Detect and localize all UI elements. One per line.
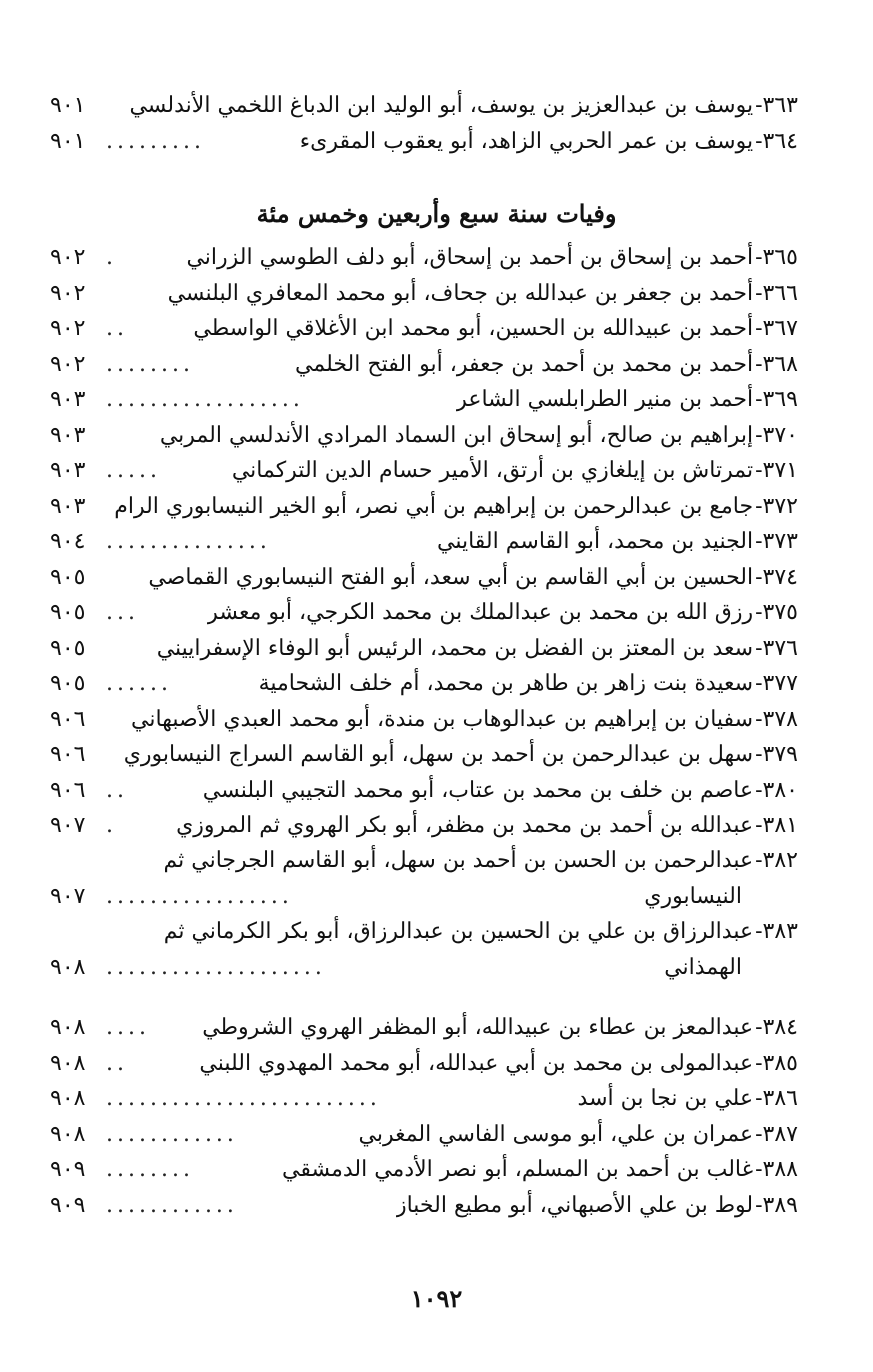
entry-number: ٣٧٢- bbox=[755, 493, 798, 519]
entry-page-ref: ٩٠٤ bbox=[50, 529, 86, 554]
toc-entry bbox=[50, 666, 798, 702]
entry-number: ٣٦٧- bbox=[755, 316, 798, 341]
dot-leader: ...... bbox=[106, 671, 172, 696]
entry-title: سعد بن المعتز بن الفضل بن محمد، الرئيس أبو الوفاء الإسفراييني bbox=[156, 635, 754, 661]
entry-title: يوسف بن عبدالعزيز بن يوسف، أبو الوليد ابن الدباغ اللخمي الأندلسي bbox=[129, 93, 754, 118]
dot-leader: ........ bbox=[106, 351, 194, 377]
entry-number: ٣٨٩- bbox=[755, 1192, 798, 1218]
page-number: ١٠٩٢ bbox=[410, 1284, 463, 1313]
entry-page-ref: ٩٠٦ bbox=[50, 706, 86, 732]
entry-page-ref: ٩٠٦ bbox=[50, 742, 86, 767]
section-heading: وفيات سنة سبع وأربعين وخمس مئة bbox=[256, 199, 617, 228]
entry-page-ref: ٩٠٨ bbox=[50, 1086, 86, 1111]
entry-number: ٣٨٢- bbox=[755, 848, 798, 873]
entry-page-ref: ٩٠٥ bbox=[50, 635, 86, 661]
entry-title: عبدالرزاق بن علي بن الحسين بن عبدالرزاق، أبو بكر الكرماني ثم bbox=[163, 919, 754, 944]
entry-number: ٣٨٨- bbox=[755, 1157, 798, 1182]
entry-page-ref: ٩٠٥ bbox=[50, 671, 86, 696]
entry-number: ٣٧٤- bbox=[755, 564, 798, 590]
toc-entry bbox=[50, 418, 798, 454]
dot-leader: .. bbox=[106, 316, 128, 341]
dot-leader: ............ bbox=[106, 1192, 238, 1218]
dot-leader: ..... bbox=[106, 458, 161, 483]
entry-number: ٣٧٩- bbox=[755, 742, 798, 767]
entry-page-ref: ٩٠١ bbox=[50, 93, 86, 118]
entry-page-ref: ٩٠٣ bbox=[50, 422, 86, 448]
toc-entry bbox=[50, 631, 798, 667]
entry-page-ref: ٩٠٨ bbox=[50, 1050, 86, 1076]
entry-number: ٣٧٣- bbox=[755, 529, 798, 554]
dot-leader: . bbox=[106, 813, 117, 838]
toc-entry bbox=[50, 595, 798, 631]
entry-number: ٣٨٥- bbox=[755, 1050, 798, 1076]
entry-title: أحمد بن إسحاق بن أحمد بن إسحاق، أبو دلف الطوسي الزراني bbox=[186, 245, 754, 270]
dot-leader: ......................... bbox=[106, 1086, 381, 1111]
entry-first-line bbox=[50, 843, 798, 879]
dot-leader: .. bbox=[106, 1050, 128, 1076]
entry-title: غالب بن أحمد بن المسلم، أبو نصر الأدمي الدمشقي bbox=[281, 1157, 754, 1182]
entry-page-ref: ٩٠٩ bbox=[50, 1157, 86, 1182]
entry-first-line bbox=[50, 914, 798, 950]
toc-entry bbox=[50, 382, 798, 418]
toc-entry bbox=[50, 347, 798, 383]
entry-title: أحمد بن جعفر بن عبدالله بن جحاف، أبو محمد المعافري البلنسي bbox=[167, 280, 754, 306]
entry-title: أحمد بن عبيدالله بن الحسين، أبو محمد ابن الأغلاقي الواسطي bbox=[193, 316, 754, 341]
toc-entry bbox=[50, 88, 798, 124]
entry-page-ref: ٩٠٢ bbox=[50, 351, 86, 377]
entry-page-ref: ٩٠٣ bbox=[50, 387, 86, 412]
toc-entry bbox=[50, 702, 798, 738]
toc-entry bbox=[50, 311, 798, 347]
toc-entry bbox=[50, 1152, 798, 1188]
toc-entry bbox=[50, 737, 798, 773]
toc-entry bbox=[50, 843, 798, 914]
toc-entry bbox=[50, 808, 798, 844]
entry-page-ref: ٩٠٥ bbox=[50, 600, 86, 625]
entry-number: ٣٨٧- bbox=[755, 1121, 798, 1147]
entry-title: سهل بن عبدالرحمن بن أحمد بن سهل، أبو القاسم السراج النيسابوري bbox=[123, 742, 754, 767]
entry-page-ref: ٩٠٨ bbox=[50, 1015, 86, 1040]
entry-title: لوط بن علي الأصبهاني، أبو مطيع الخباز bbox=[395, 1192, 754, 1218]
entry-number: ٣٧٥- bbox=[755, 600, 798, 625]
entry-title: سفيان بن إبراهيم بن عبدالوهاب بن مندة، أبو محمد العبدي الأصبهاني bbox=[131, 706, 754, 732]
dot-leader: .. bbox=[106, 777, 128, 803]
dot-leader: .... bbox=[106, 1015, 150, 1040]
toc-entry bbox=[50, 1117, 798, 1153]
toc-entry bbox=[50, 453, 798, 489]
entry-page-ref: ٩٠٥ bbox=[50, 564, 86, 590]
entry-title: إبراهيم بن صالح، أبو إسحاق ابن السماد المرادي الأندلسي المربي bbox=[159, 422, 754, 448]
entry-number: ٣٨١- bbox=[755, 813, 798, 838]
entry-number: ٣٨٣- bbox=[755, 919, 798, 944]
dot-leader: .................... bbox=[106, 954, 326, 980]
toc-entry bbox=[50, 560, 798, 596]
two-line-entries bbox=[50, 843, 798, 985]
entry-title: علي بن نجا بن أسد bbox=[577, 1086, 754, 1111]
dot-leader: ............... bbox=[106, 529, 271, 554]
toc-entry bbox=[50, 124, 798, 160]
toc-entry bbox=[50, 276, 798, 312]
dot-leader: ......... bbox=[106, 128, 205, 154]
entry-title: أحمد بن محمد بن أحمد بن جعفر، أبو الفتح الخلمي bbox=[295, 351, 754, 377]
entry-title-continued: الهمذاني bbox=[664, 954, 742, 980]
entry-number: ٣٦٤- bbox=[755, 128, 798, 154]
entry-title-continued: النيسابوري bbox=[644, 883, 742, 909]
entry-title: الحسين بن أبي القاسم بن أبي سعد، أبو الفتح النيسابوري القماصي bbox=[148, 564, 754, 590]
toc-entry bbox=[50, 1010, 798, 1046]
entry-page-ref: ٩٠٣ bbox=[50, 458, 86, 483]
entry-title: تمرتاش بن إيلغازي بن أرتق، الأمير حسام الدين التركماني bbox=[231, 458, 754, 483]
entry-title: عبدالمولى بن محمد بن أبي عبدالله، أبو محمد المهدوي اللبني bbox=[199, 1050, 754, 1076]
entry-number: ٣٨٦- bbox=[755, 1086, 798, 1111]
entry-page-ref: ٩٠٦ bbox=[50, 777, 86, 803]
toc-entry bbox=[50, 1081, 798, 1117]
dot-leader: . bbox=[106, 245, 117, 270]
entry-page-ref: ٩٠٢ bbox=[50, 245, 86, 270]
entry-number: ٣٦٣- bbox=[755, 93, 798, 118]
entry-second-line bbox=[50, 879, 798, 915]
entry-title: رزق الله بن محمد بن عبدالملك بن محمد الكرجي، أبو معشر bbox=[207, 600, 754, 625]
entry-number: ٣٧٦- bbox=[755, 635, 798, 661]
dot-leader: ................. bbox=[106, 883, 293, 909]
entry-page-ref: ٩٠٨ bbox=[50, 1121, 86, 1147]
dot-leader: ........ bbox=[106, 1157, 194, 1182]
toc-entry bbox=[50, 914, 798, 985]
entry-page-ref: ٩٠٩ bbox=[50, 1192, 86, 1218]
toc-entry bbox=[50, 1188, 798, 1224]
entry-number: ٣٨٤- bbox=[755, 1015, 798, 1040]
entry-title: عبدالمعز بن عطاء بن عبيدالله، أبو المظفر الهروي الشروطي bbox=[202, 1015, 754, 1040]
toc-entry bbox=[50, 1046, 798, 1082]
entry-page-ref: ٩٠١ bbox=[50, 128, 86, 154]
entry-number: ٣٧٨- bbox=[755, 706, 798, 732]
entry-number: ٣٦٩- bbox=[755, 387, 798, 412]
entry-title: عمران بن علي، أبو موسى الفاسي المغربي bbox=[358, 1121, 754, 1147]
entry-title: الجنيد بن محمد، أبو القاسم القايني bbox=[437, 529, 754, 554]
entry-number: ٣٦٥- bbox=[755, 245, 798, 270]
dot-leader: ... bbox=[106, 600, 139, 625]
entry-page-ref: ٩٠٣ bbox=[50, 493, 86, 519]
entry-page-ref: ٩٠٧ bbox=[50, 813, 86, 838]
entry-title: يوسف بن عمر الحربي الزاهد، أبو يعقوب المقرىء bbox=[299, 128, 754, 154]
entry-number: ٣٦٨- bbox=[755, 351, 798, 377]
entry-second-line bbox=[50, 950, 798, 986]
entry-number: ٣٧١- bbox=[755, 458, 798, 483]
bottom-entries bbox=[50, 1010, 798, 1223]
entry-title: جامع بن عبدالرحمن بن إبراهيم بن أبي نصر، أبو الخير النيسابوري الرام bbox=[114, 493, 754, 519]
entry-title: عبدالله بن أحمد بن محمد بن مظفر، أبو بكر الهروي ثم المروزي bbox=[176, 813, 754, 838]
entry-title: عبدالرحمن بن الحسن بن أحمد بن سهل، أبو القاسم الجرجاني ثم bbox=[163, 848, 754, 873]
entry-page-ref: ٩٠٨ bbox=[50, 954, 86, 980]
toc-entry bbox=[50, 240, 798, 276]
entry-page-ref: ٩٠٧ bbox=[50, 883, 86, 909]
entry-title: أحمد بن منير الطرابلسي الشاعر bbox=[456, 387, 754, 412]
dot-leader: .................. bbox=[106, 387, 304, 412]
entry-number: ٣٧٠- bbox=[755, 422, 798, 448]
entry-number: ٣٨٠- bbox=[755, 777, 798, 803]
main-entries bbox=[50, 240, 798, 844]
entry-number: ٣٧٧- bbox=[755, 671, 798, 696]
toc-entry bbox=[50, 773, 798, 809]
entry-page-ref: ٩٠٢ bbox=[50, 316, 86, 341]
top-entries bbox=[50, 88, 798, 159]
entry-number: ٣٦٦- bbox=[755, 280, 798, 306]
toc-entry bbox=[50, 489, 798, 525]
entry-page-ref: ٩٠٢ bbox=[50, 280, 86, 306]
entry-title: سعيدة بنت زاهر بن طاهر بن محمد، أم خلف الشحامية bbox=[258, 671, 754, 696]
entry-title: عاصم بن خلف بن محمد بن عتاب، أبو محمد التجيبي البلنسي bbox=[202, 777, 754, 803]
toc-entry bbox=[50, 524, 798, 560]
dot-leader: ............ bbox=[106, 1121, 238, 1147]
